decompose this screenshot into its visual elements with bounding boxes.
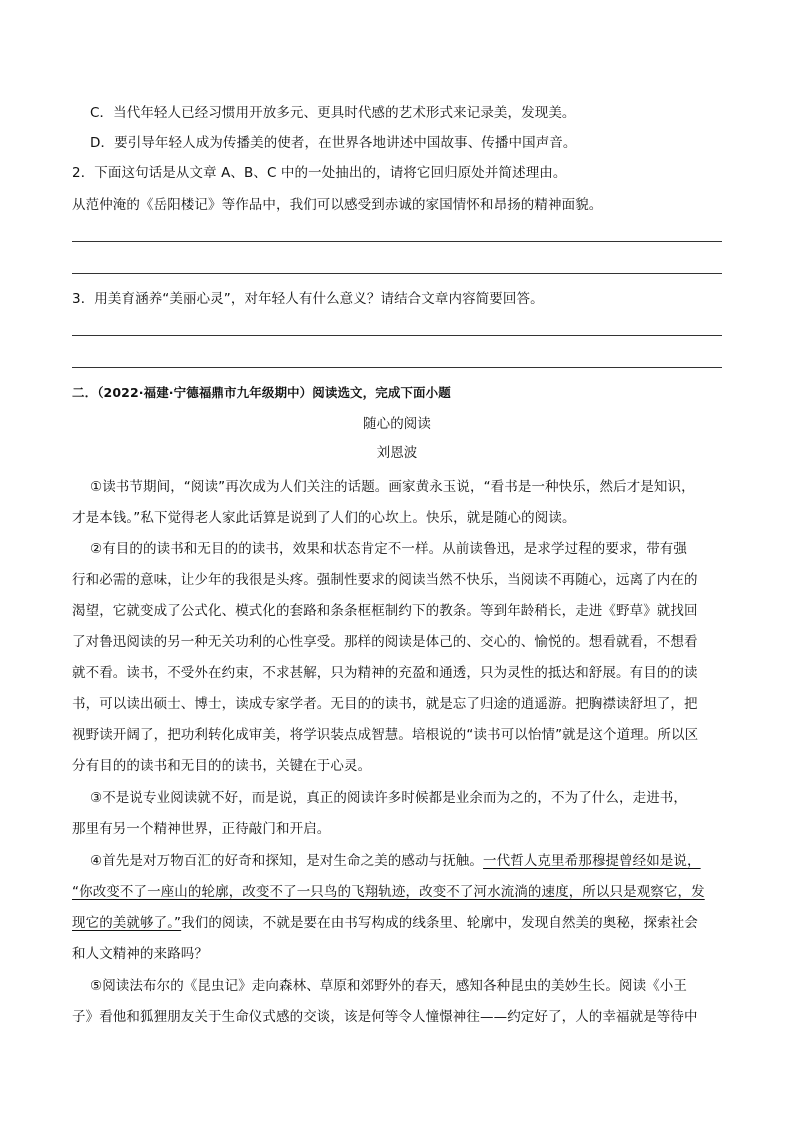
- section-heading: 二．（2022·福建·宁德福鼎市九年级期中）阅读选文，完成下面小题: [72, 385, 451, 400]
- paragraph-4-line: 和人文精神的来路吗？: [72, 946, 208, 962]
- paragraph-2-line: ②有目的的读书和无目的的读书，效果和状态肯定不一样。从前读鲁迅，是求学过程的要求，带有强: [90, 541, 688, 557]
- paragraph-4-line: [72, 913, 698, 933]
- question-2-prompt: 2．下面这句话是从文章 A、B、C 中的一处抽出的，请将它回归原处并简述理由。: [72, 165, 567, 181]
- paragraph-3-line: 那里有另一个精神世界，正待敲门和开启。: [72, 821, 331, 837]
- underlined-quote: 一代哲人克里希那穆提曾经如是说，: [483, 853, 701, 869]
- paragraph-2-line: 了对鲁迅阅读的另一种无关功利的心性享受。那样的阅读是体己的、交心的、愉悦的。想看就看，不想看: [72, 634, 698, 650]
- option-c: C．当代年轻人已经习惯用开放多元、更具时代感的艺术形式来记录美，发现美。: [90, 105, 576, 121]
- paragraph-1-line: ①读书节期间，“阅读”再次成为人们关注的话题。画家黄永玉说，“看书是一种快乐，然后才是知识，: [90, 479, 695, 495]
- paragraph-2-line: 渴望，它就变成了公式化、模式化的套路和条条框框制约下的教条。等到年龄稍长，走进《野草》就找回: [72, 603, 698, 619]
- paragraph-2-line: 行和必需的意味，让少年的我很是头疼。强制性要求的阅读当然不快乐，当阅读不再随心，远离了内在的: [72, 572, 698, 588]
- paragraph-2-line: 书，可以读出硕士、博士，读成专家学者。无目的的读书，就是忘了归途的逍遥游。把胸襟读舒坦了，把: [72, 696, 698, 712]
- answer-line[interactable]: [72, 241, 722, 242]
- paragraph-4-line: [90, 851, 701, 871]
- question-3-prompt: 3．用美育涵养“美丽心灵”，对年轻人有什么意义？请结合文章内容简要回答。: [72, 291, 544, 307]
- underlined-quote: “你改变不了一座山的轮廓，改变不了一只鸟的飞翔轨迹，改变不了河水流淌的速度，所以只是观察它，发: [72, 884, 705, 900]
- paragraph-2-line: 就不看。读书，不受外在约束，不求甚解，只为精神的充盈和通透，只为灵性的抵达和舒展。有目的的读: [72, 665, 698, 681]
- question-2-sentence: 从范仲淹的《岳阳楼记》等作品中，我们可以感受到赤诚的家国情怀和昂扬的精神面貌。: [72, 197, 603, 213]
- paragraph-2-line: 分有目的的读书和无目的的读书，关键在于心灵。: [72, 758, 372, 774]
- article-title: 随心的阅读: [363, 416, 431, 432]
- paragraph-4-text: 我们的阅读，不就是要在由书写构成的线条里、轮廓中，发现自然美的奥秘，探索社会: [181, 915, 698, 931]
- paragraph-4-text: ④首先是对万物百汇的好奇和探知，是对生命之美的感动与抚触。: [90, 853, 484, 869]
- answer-line[interactable]: [72, 335, 722, 336]
- answer-line[interactable]: [72, 273, 722, 274]
- paragraph-1-line: 才是本钱。”私下觉得老人家此话算是说到了人们的心坎上。快乐，就是随心的阅读。: [72, 510, 576, 526]
- paragraph-4-line: [72, 882, 705, 902]
- paragraph-5-line: ⑤阅读法布尔的《昆虫记》走向森林、草原和郊野外的春天，感知各种昆虫的美妙生长。阅读《小王: [90, 978, 688, 994]
- paragraph-5-line: 子》看他和狐狸朋友关于生命仪式感的交谈，该是何等令人憧憬神往——约定好了，人的幸福就是等待中: [72, 1009, 698, 1025]
- underlined-quote: 现它的美就够了。”: [72, 915, 182, 931]
- option-d: D．要引导年轻人成为传播美的使者，在世界各地讲述中国故事、传播中国声音。: [90, 135, 577, 151]
- paragraph-3-line: ③不是说专业阅读就不好，而是说，真正的阅读许多时候都是业余而为之的，不为了什么，走进书，: [90, 790, 688, 806]
- answer-line[interactable]: [72, 367, 722, 368]
- article-author: 刘恩波: [376, 445, 418, 461]
- paragraph-2-line: 视野读开阔了，把功利转化成审美，将学识装点成智慧。培根说的“读书可以怡情”就是这个道理。所以区: [72, 727, 699, 743]
